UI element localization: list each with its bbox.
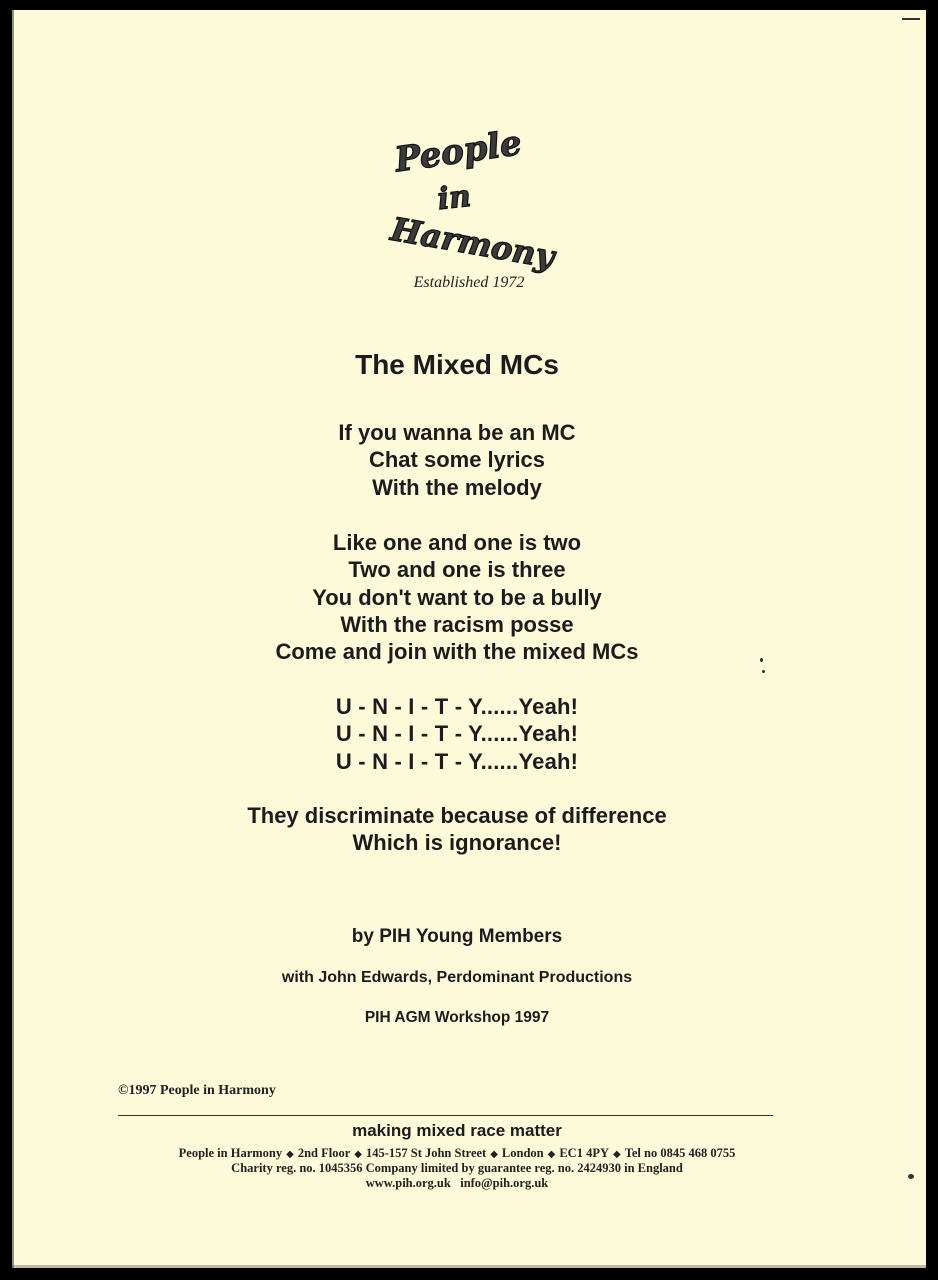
author-credit: by PIH Young Members (351, 926, 563, 947)
stanza-3 (12, 693, 902, 775)
stanza-line: With the melody (372, 474, 542, 500)
scan-speck (908, 1174, 914, 1179)
footer-tagline: making mixed race matter (352, 1121, 562, 1140)
stanza-line: Chat some lyrics (368, 447, 546, 473)
established-tagline: Established 1972 (413, 274, 525, 291)
address-part: Tel no 0845 468 0755 (624, 1146, 736, 1160)
email-link[interactable]: info@pih.org.uk (460, 1176, 549, 1190)
poem-title: The Mixed MCs (355, 349, 559, 380)
stanza-line: They discriminate because of difference (247, 803, 667, 828)
diamond-separator-icon: ◆ (286, 1149, 294, 1160)
scan-speck (760, 658, 763, 662)
stanza-line: Come and join with the mixed MCs (275, 639, 639, 665)
address-part: 2nd Floor (297, 1146, 351, 1160)
address-part: London (501, 1146, 544, 1160)
website-link[interactable]: www.pih.org.uk (365, 1176, 451, 1190)
diamond-separator-icon: ◆ (547, 1149, 556, 1160)
stanza-line: U - N - I - T - Y......Yeah! (335, 748, 579, 774)
stanza-line: Which is ignorance! (352, 830, 562, 856)
stanza-line: If you wanna be an MC (338, 420, 576, 445)
diamond-separator-icon: ◆ (612, 1149, 621, 1160)
logo-graphic (388, 122, 558, 277)
scan-speck (902, 18, 920, 20)
diamond-separator-icon: ◆ (354, 1149, 362, 1160)
collaborator-credit: with John Edwards, Perdominant Productions (281, 969, 633, 986)
stanza-line: You don't want to be a bully (312, 584, 602, 610)
workshop-credit: PIH AGM Workshop 1997 (364, 1009, 550, 1026)
footer-address (12, 1146, 902, 1161)
diamond-separator-icon: ◆ (490, 1149, 498, 1160)
stanza-line: With the racism posse (340, 611, 574, 637)
people-in-harmony-logo (388, 122, 558, 277)
logo-word-in: in (435, 178, 473, 218)
copyright-notice: ©1997 People in Harmony (118, 1083, 276, 1098)
footer-registration: Charity reg. no. 1045356 Company limited by guarantee reg. no. 2424930 in England (231, 1161, 683, 1175)
document-page (12, 10, 926, 1268)
footer-contact (12, 1176, 902, 1191)
address-part: 145-157 St John Street (365, 1146, 487, 1160)
stanza-line: U - N - I - T - Y......Yeah! (335, 721, 579, 747)
scan-edge-bottom (12, 1265, 926, 1268)
stanza-1 (12, 419, 902, 501)
scan-speck (762, 670, 765, 673)
logo-word-people: People (392, 123, 525, 181)
address-part: EC1 4PY (559, 1146, 609, 1160)
footer-divider (118, 1115, 773, 1116)
stanza-line: Like one and one is two (332, 530, 582, 555)
stanza-2 (12, 529, 902, 665)
address-part: People in Harmony (178, 1146, 283, 1160)
stanza-line: Two and one is three (348, 557, 566, 583)
logo-word-harmony: Harmony (388, 209, 558, 276)
stanza-4 (12, 802, 902, 857)
stanza-line: U - N - I - T - Y......Yeah! (335, 694, 579, 719)
